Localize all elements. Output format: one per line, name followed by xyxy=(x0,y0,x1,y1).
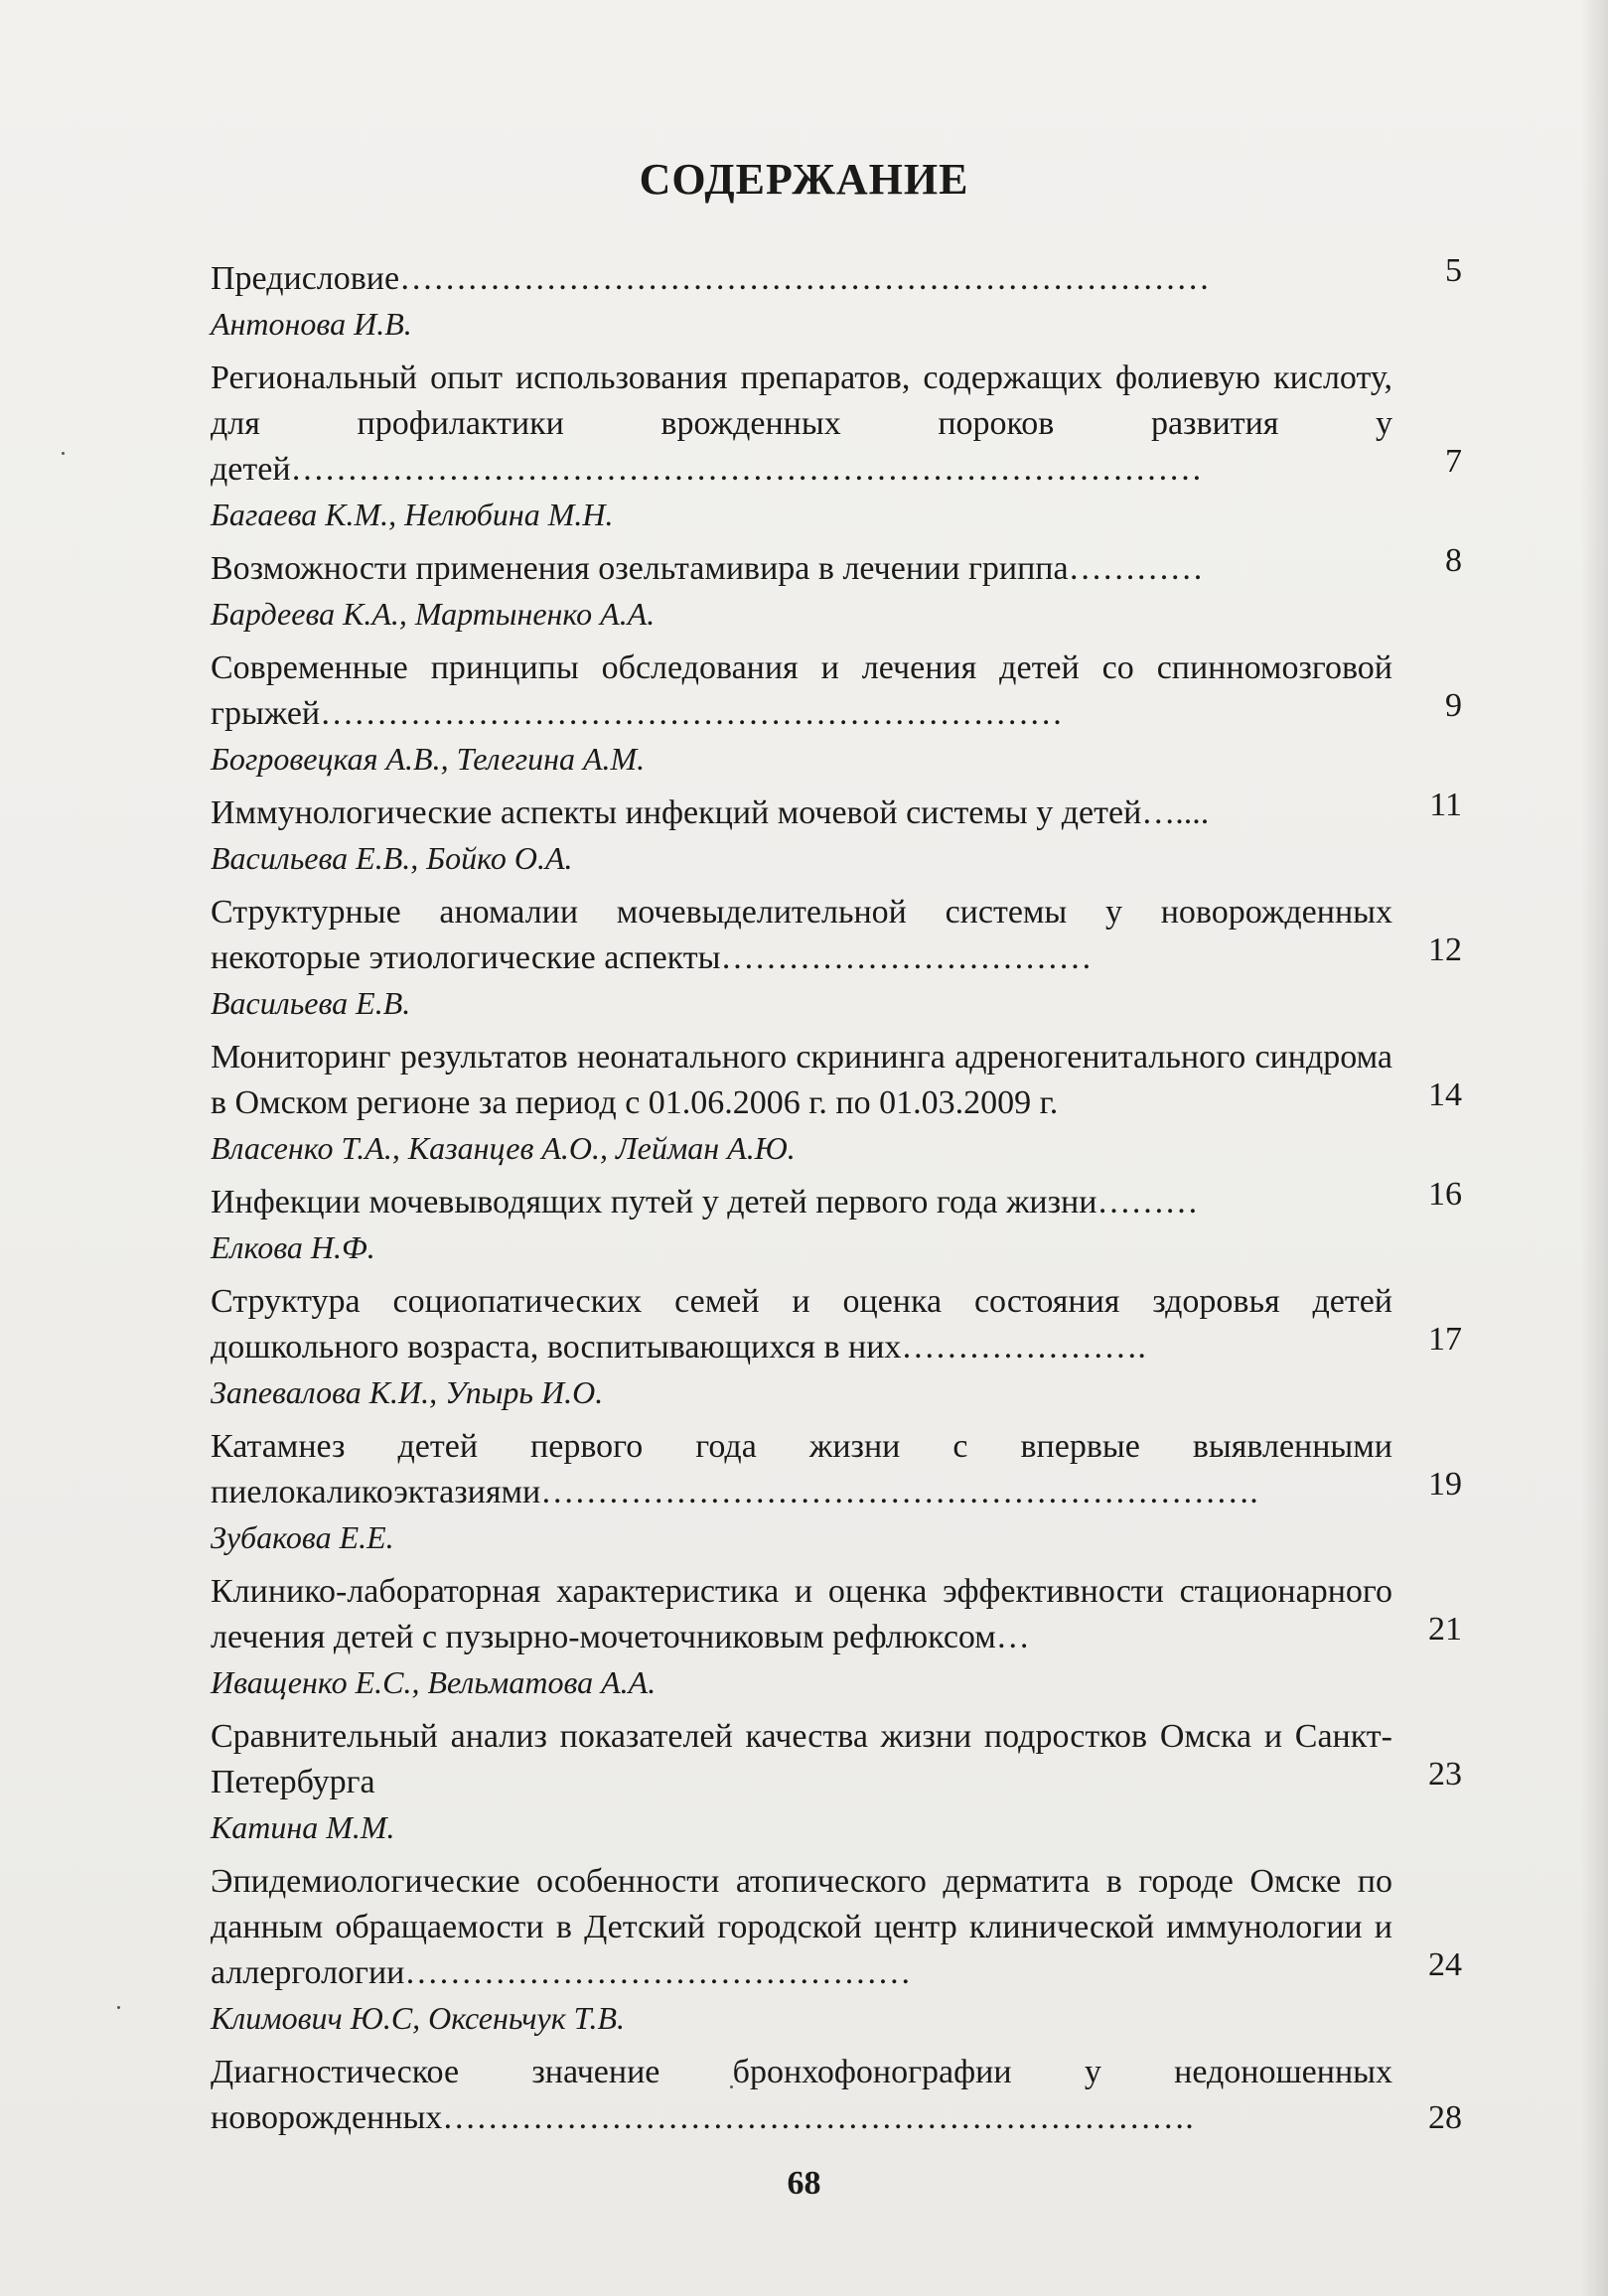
toc-entry[interactable] xyxy=(211,890,1462,1025)
toc-entry-title: Структурные аномалии мочевыделительной системы у новорожденных некоторые этиологические аспекты…………………………… xyxy=(211,894,1392,976)
toc-entry-title: Катамнез детей первого года жизни с впервые выявленными пиелокаликоэктазиями………………………………………………………. xyxy=(211,1428,1392,1510)
toc-entry-title: Сравнительный анализ показателей качества жизни подростков Омска и Санкт-Петербурга xyxy=(211,1718,1392,1800)
toc-entry-page: 17 xyxy=(1428,1321,1462,1358)
toc-entry-authors: Власенко Т.А., Казанцев А.О., Лейман А.Ю. xyxy=(211,1130,796,1166)
toc-entry-title: Возможности применения озельтамивира в лечении гриппа………… xyxy=(211,550,1204,587)
toc-entry-authors: Зубакова Е.Е. xyxy=(211,1519,394,1555)
toc-entry[interactable] xyxy=(211,1569,1462,1704)
toc-entry[interactable] xyxy=(211,1859,1462,2040)
toc-entry-page: 12 xyxy=(1428,932,1462,968)
toc-entry-title: Современные принципы обследования и лечения детей со спинномозговой грыжей………………………………………………………… xyxy=(211,649,1392,732)
toc-entry[interactable] xyxy=(211,787,1462,880)
toc-entry-title: Инфекции мочевыводящих путей у детей первого года жизни……… xyxy=(211,1184,1199,1220)
toc-entry-title: Клинико-лабораторная характеристика и оценка эффективности стационарного лечения детей с пузырно-мочеточниковым рефлюксом… xyxy=(211,1573,1392,1655)
toc-entry-page: 24 xyxy=(1428,1946,1462,1983)
toc-entry[interactable] xyxy=(211,252,1462,346)
toc-entry-page: 21 xyxy=(1428,1611,1462,1648)
toc-entry-title: Структура социопатических семей и оценка состояния здоровья детей дошкольного возраста, воспитывающихся в них…………………. xyxy=(211,1283,1392,1365)
toc-entry[interactable] xyxy=(211,542,1462,636)
toc-entry-page: 23 xyxy=(1428,1756,1462,1793)
page-number: 68 xyxy=(787,2165,821,2202)
toc-entry-page: 19 xyxy=(1428,1466,1462,1503)
toc-entry[interactable] xyxy=(211,356,1462,536)
toc-entry-authors: Богровецкая А.В., Телегина А.М. xyxy=(211,741,646,777)
toc-entry-page: 9 xyxy=(1445,687,1462,724)
toc-entry-page: 14 xyxy=(1428,1076,1462,1113)
toc-entry-authors: Багаева К.М., Нелюбина М.Н. xyxy=(211,497,614,532)
toc-entry-page: 7 xyxy=(1445,443,1462,480)
toc-entry-authors: Бардеева К.А., Мартыненко А.А. xyxy=(211,596,656,632)
toc-entry-page: 16 xyxy=(1428,1176,1462,1213)
toc-entry[interactable] xyxy=(211,1035,1462,1170)
toc-entry-title: Региональный опыт использования препаратов, содержащих фолиевую кислоту, для профилактики врожденных пороков развития у детей……………………………………………………………………… xyxy=(211,359,1392,488)
toc-entry-authors: Елкова Н.Ф. xyxy=(211,1229,375,1265)
toc-entry-page: 11 xyxy=(1429,787,1462,823)
toc-entry-authors: Васильева Е.В. xyxy=(211,985,411,1021)
table-of-contents xyxy=(211,252,1462,2151)
toc-entry-page: 5 xyxy=(1445,252,1462,289)
toc-entry[interactable] xyxy=(211,1424,1462,1559)
toc-entry-title: Иммунологические аспекты инфекций мочевой системы у детей….... xyxy=(211,794,1210,831)
scan-speck xyxy=(62,452,65,455)
page-edge-shadow xyxy=(1580,0,1608,2296)
toc-entry-page: 8 xyxy=(1445,542,1462,579)
toc-entry[interactable] xyxy=(211,2050,1462,2141)
toc-entry-page: 28 xyxy=(1428,2099,1462,2136)
toc-entry[interactable] xyxy=(211,646,1462,781)
toc-entry-authors: Антонова И.В. xyxy=(211,306,412,342)
toc-entry-authors: Васильева Е.В., Бойко О.А. xyxy=(211,840,573,876)
toc-entry-title: Диагностическое значение бронхофонографии у недоношенных новорожденных…………………………………………………………. xyxy=(211,2054,1392,2136)
toc-entry-title: Предисловие……………………………………………………………… xyxy=(211,260,1211,297)
toc-entry-authors: Запевалова К.И., Упырь И.О. xyxy=(211,1374,604,1410)
toc-entry[interactable] xyxy=(211,1279,1462,1414)
toc-entry-authors: Климович Ю.С, Оксеньчук Т.В. xyxy=(211,2000,625,2036)
scan-speck xyxy=(117,2006,120,2009)
contents-heading: СОДЕРЖАНИЕ xyxy=(639,155,969,204)
toc-entry-authors: Иващенко Е.С., Вельматова А.А. xyxy=(211,1664,657,1700)
toc-entry[interactable] xyxy=(211,1714,1462,1849)
toc-entry[interactable] xyxy=(211,1176,1462,1269)
toc-entry-authors: Катина М.М. xyxy=(211,1809,395,1845)
toc-entry-title: Эпидемиологические особенности атопического дерматита в городе Омске по данным обращаемости в Детский городской центр клинической иммунологии и аллергологии……………………………………… xyxy=(211,1863,1392,1991)
toc-entry-title: Мониторинг результатов неонатального скрининга адреногенитального синдрома в Омском регионе за период с 01.06.2006 г. по 01.03.2009 г. xyxy=(211,1039,1392,1121)
